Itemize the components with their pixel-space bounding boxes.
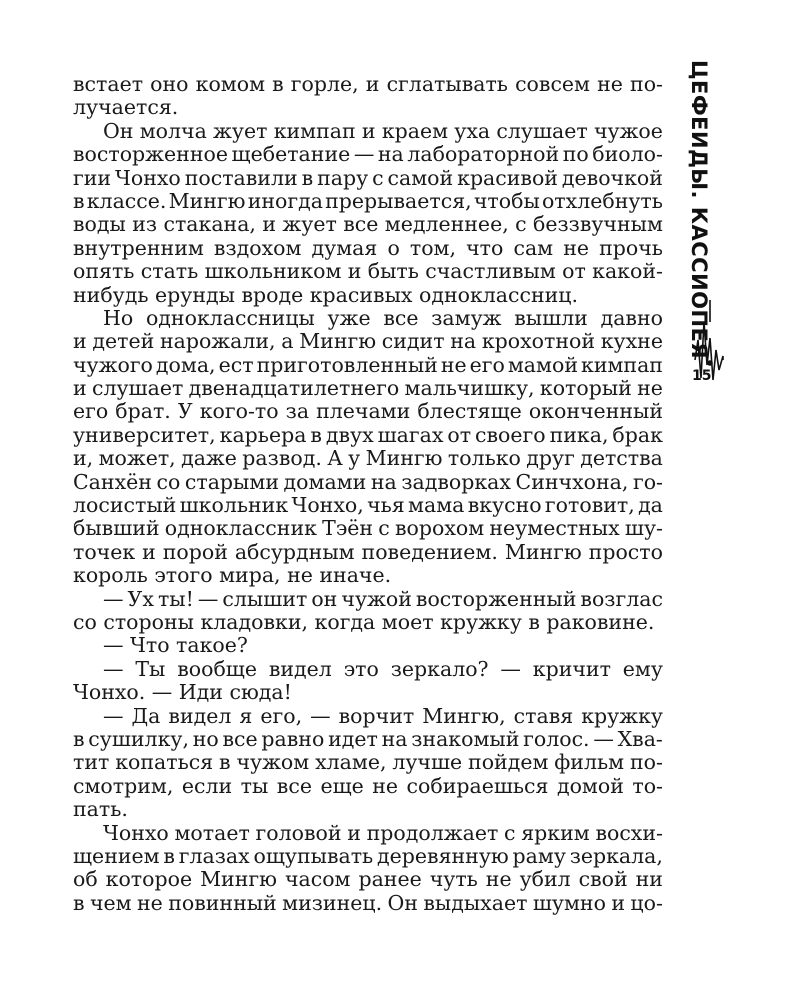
text-line: восторженное щебетание — на лабораторной по биоло- [73,143,663,167]
text-line: со стороны кладовки, когда моет кружку в раковине. [73,610,655,634]
text-line: в сушилку, но все равно идет на знакомый голос. — Хва- [73,727,663,751]
text-line: в чем не повинный мизинец. Он выдыхает шумно и цо- [73,891,663,915]
text-line: — Да видел я его, — ворчит Мингю, ставя кружку [103,704,663,728]
heartbeat-line-icon [687,60,730,390]
text-line: его брат. У кого-то за плечами блестяще оконченный [73,400,663,424]
text-line: пать. [73,798,128,822]
text-line: лосистый школьник Чонхо, чья мама вкусно готовит, да [73,494,663,518]
text-line: бывший одноклассник Тэён с ворохом неуместных шу- [73,517,663,541]
text-line: и, может, даже развод. А у Мингю только друг детства [73,447,663,471]
text-line: гии Чонхо поставили в пару с самой красивой девочкой [73,166,663,190]
text-line: король этого мира, не иначе. [73,564,392,588]
text-line: воды из стакана, и жует все медленнее, с беззвучным [73,213,663,237]
text-line: внутренним вздохом думая о том, что сам не прочь [73,236,663,260]
text-line: — Ты вообще видел это зеркало? — кричит ему [103,657,663,681]
text-line: — Ух ты! — слышит он чужой восторженный возглас [103,587,663,611]
text-line: тит копаться в чужом хламе, лучше пойдем фильм по- [73,751,663,775]
text-line: Но одноклассницы уже все замуж вышли давно [103,306,663,330]
text-line: университет, карьера в двух шагах от своего пика, брак [73,423,663,447]
text-line: Санхён со старыми домами на задворках Синчхона, го- [73,470,663,494]
text-line: Чонхо мотает головой и продолжает с ярким восхи- [103,821,663,845]
text-line: лучается. [73,96,179,120]
text-line: и слушает двенадцатилетнего мальчишку, который не [73,377,663,401]
running-title: ЦЕФЕИДЫ. КАССИОПЕЯ [687,60,711,360]
page-number: 15 [692,368,712,384]
text-line: — Что такое? [103,634,248,658]
text-line: опять стать школьником и быть счастливым от какой- [73,260,663,284]
text-line: щением в глазах ощупывать деревянную раму зеркала, [73,844,663,868]
text-line: нибудь ерунды вроде красивых одноклассниц. [73,283,578,307]
text-line: в классе. Мингю иногда прерывается, чтобы отхлебнуть [73,189,663,213]
text-line: и детей нарожали, а Мингю сидит на крохотной кухне [73,330,663,354]
text-line: об которое Мингю часом ранее чуть не убил свой ни [73,868,663,892]
text-line: Чонхо. — Иди сюда! [73,681,292,705]
heartbeat-dot [707,360,713,366]
body-text [73,73,663,915]
text-line: чужого дома, ест приготовленный не его мамой кимпап [73,353,663,377]
text-line: точек и порой абсурдным поведением. Мингю просто [73,540,663,564]
text-line: смотрим, если ты все еще не собираешься домой то- [73,774,663,798]
running-header [687,60,730,390]
text-line: Он молча жует кимпап и краем уха слушает чужое [103,119,663,143]
text-line: встает оно комом в горле, и сглатывать совсем не по- [73,73,663,96]
